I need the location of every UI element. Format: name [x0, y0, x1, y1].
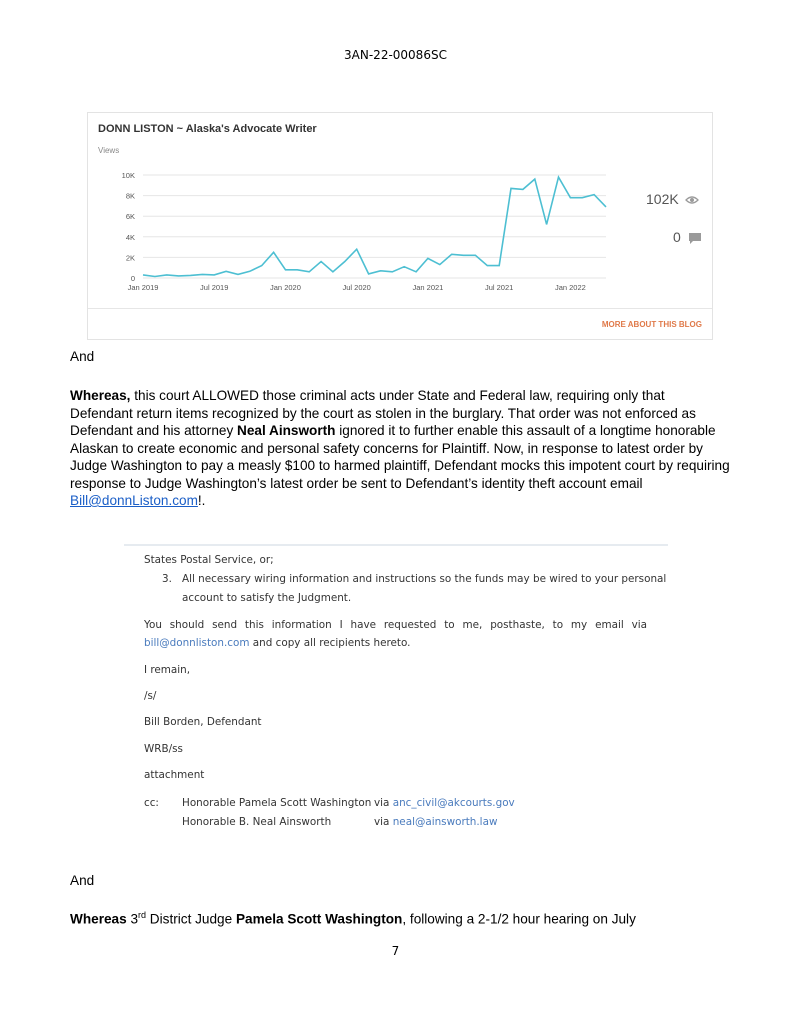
whereas-1-text: this court ALLOWED those criminal acts under State and Federal law, requiring only that Defendant return items recognized by the court as stolen in the burglary. That order was not enforced as Defendant and his attorney: [70, 388, 696, 438]
cc1-via-text: via: [374, 797, 393, 809]
x-tick-label: Jan 2021: [412, 283, 444, 292]
letter-cc2-name: Honorable B. Neal Ainsworth: [182, 816, 332, 828]
paragraph-and-1: And: [70, 349, 95, 364]
data-point: [521, 188, 524, 191]
comments-total-value: 0: [673, 229, 681, 245]
letter-cc1-via: [374, 797, 515, 809]
data-point: [284, 268, 287, 271]
views-total-value: 102K: [646, 191, 679, 207]
data-point: [272, 251, 275, 254]
letter-send-line2: [144, 637, 410, 649]
whereas-2-text1: 3: [126, 911, 139, 927]
x-tick-label: Jul 2020: [342, 283, 371, 292]
letter-signature: /s/: [144, 690, 157, 702]
email-link[interactable]: Bill@donnListon.com: [70, 493, 198, 508]
x-tick-label: Jul 2021: [484, 283, 514, 292]
card-divider: [88, 308, 712, 309]
attorney-name: Neal Ainsworth: [237, 423, 336, 438]
letter-excerpt-image: [124, 544, 668, 841]
data-point: [213, 273, 216, 276]
data-point: [593, 193, 596, 196]
y-tick-label: 0: [130, 274, 135, 283]
letter-item-number: 3.: [162, 573, 172, 585]
data-point: [296, 268, 299, 271]
data-point: [343, 260, 346, 263]
data-point: [604, 205, 607, 208]
data-point: [403, 265, 406, 268]
judge-name: Pamela Scott Washington: [235, 911, 403, 927]
data-point: [319, 260, 322, 263]
x-tick-label: Jan 2019: [127, 283, 159, 292]
whereas-1-end: !.: [197, 493, 206, 508]
y-axis-label: Views: [98, 146, 120, 155]
letter-cc1-name: Honorable Pamela Scott Washington: [182, 797, 372, 809]
data-point: [450, 253, 453, 256]
whereas-2-label: Whereas: [70, 911, 127, 927]
data-point: [533, 178, 536, 181]
whereas-2-text2: District Judge: [146, 911, 236, 927]
data-point: [462, 254, 465, 257]
data-point: [474, 254, 477, 257]
cc2-via-text: via: [374, 816, 393, 828]
data-point: [379, 269, 382, 272]
letter-item-line1: All necessary wiring information and instructions so the funds may be wired to your personal: [182, 573, 667, 585]
data-point: [486, 264, 489, 267]
cc1-email: anc_civil@akcourts.gov: [392, 797, 515, 809]
letter-email: bill@donnliston.com: [144, 637, 250, 649]
more-about-blog-link[interactable]: MORE ABOUT THIS BLOG: [601, 320, 702, 329]
data-point: [308, 270, 311, 273]
data-point: [153, 275, 156, 278]
x-tick-label: Jan 2022: [554, 283, 586, 292]
data-point: [581, 196, 584, 199]
data-point: [248, 270, 251, 273]
ordinal-suffix: rd: [138, 910, 147, 920]
blog-title: DONN LISTON ~ Alaska's Advocate Writer: [98, 123, 317, 135]
whereas-2-text3: , following a 2-1/2 hour hearing on July: [402, 911, 636, 927]
blog-stats-card: [87, 112, 713, 340]
views-total-stat: [646, 191, 699, 207]
letter-cc2-via: [374, 816, 497, 828]
data-point: [426, 257, 429, 260]
comment-icon: [689, 233, 701, 244]
page-number: 7: [391, 944, 400, 958]
x-tick-label: Jan 2020: [270, 283, 301, 292]
y-tick-label: 6K: [125, 212, 135, 222]
letter-initials: WRB/ss: [144, 743, 183, 755]
letter-remain: I remain,: [144, 664, 191, 676]
y-tick-label: 2K: [125, 253, 135, 263]
data-point: [498, 264, 501, 267]
data-point: [236, 273, 239, 276]
whereas-1-text-2: ignored it to further enable this assault of a longtime honorable Alaskan to create economic and personal safety concerns for Plaintiff. Now, in response to latest order by Judge Washington to pay a measly $100 to harmed plaintiff, Defendant mocks this impotent court by requiring response to Judge Washington’s latest order be sent to Defendant’s identity theft account email: [70, 423, 730, 491]
eye-icon: [685, 195, 699, 205]
paragraph-whereas-1: [70, 387, 730, 510]
data-point: [225, 270, 228, 273]
case-number-header: 3AN-22-00086SC: [344, 48, 447, 62]
x-tick-label: Jul 2019: [200, 283, 229, 292]
paragraph-whereas-2: [70, 907, 730, 928]
data-point: [141, 273, 144, 276]
comments-total-stat: [673, 229, 701, 245]
letter-send-rest: and copy all recipients hereto.: [249, 637, 411, 649]
y-tick-label: 8K: [125, 191, 135, 201]
data-point: [509, 187, 512, 190]
data-point: [367, 272, 370, 275]
letter-cc-label: cc:: [144, 797, 159, 809]
data-point: [557, 175, 560, 178]
y-tick-label: 4K: [125, 232, 135, 242]
letter-line-postal: States Postal Service, or;: [144, 554, 274, 566]
letter-signer: Bill Borden, Defendant: [144, 716, 262, 728]
data-point: [177, 274, 180, 277]
letter-attachment: attachment: [144, 769, 205, 781]
data-point: [391, 270, 394, 273]
data-point: [201, 273, 204, 276]
data-point: [260, 264, 263, 267]
data-point: [189, 274, 192, 277]
letter-send-line1: You should send this information I have requested to me, posthaste, to my email via: [144, 619, 647, 631]
paragraph-and-2: And: [70, 873, 95, 888]
data-point: [355, 248, 358, 251]
data-point: [331, 270, 334, 273]
data-point: [545, 223, 548, 226]
whereas-label: Whereas,: [70, 388, 131, 403]
views-line-chart: [88, 113, 608, 303]
views-series-line: [143, 177, 606, 276]
y-tick-label: 10K: [121, 171, 135, 180]
data-point: [438, 263, 441, 266]
data-point: [569, 196, 572, 199]
data-point: [414, 270, 417, 273]
data-point: [165, 273, 168, 276]
letter-item-line2: account to satisfy the Judgment.: [182, 592, 352, 604]
cc2-email: neal@ainsworth.law: [392, 816, 498, 828]
